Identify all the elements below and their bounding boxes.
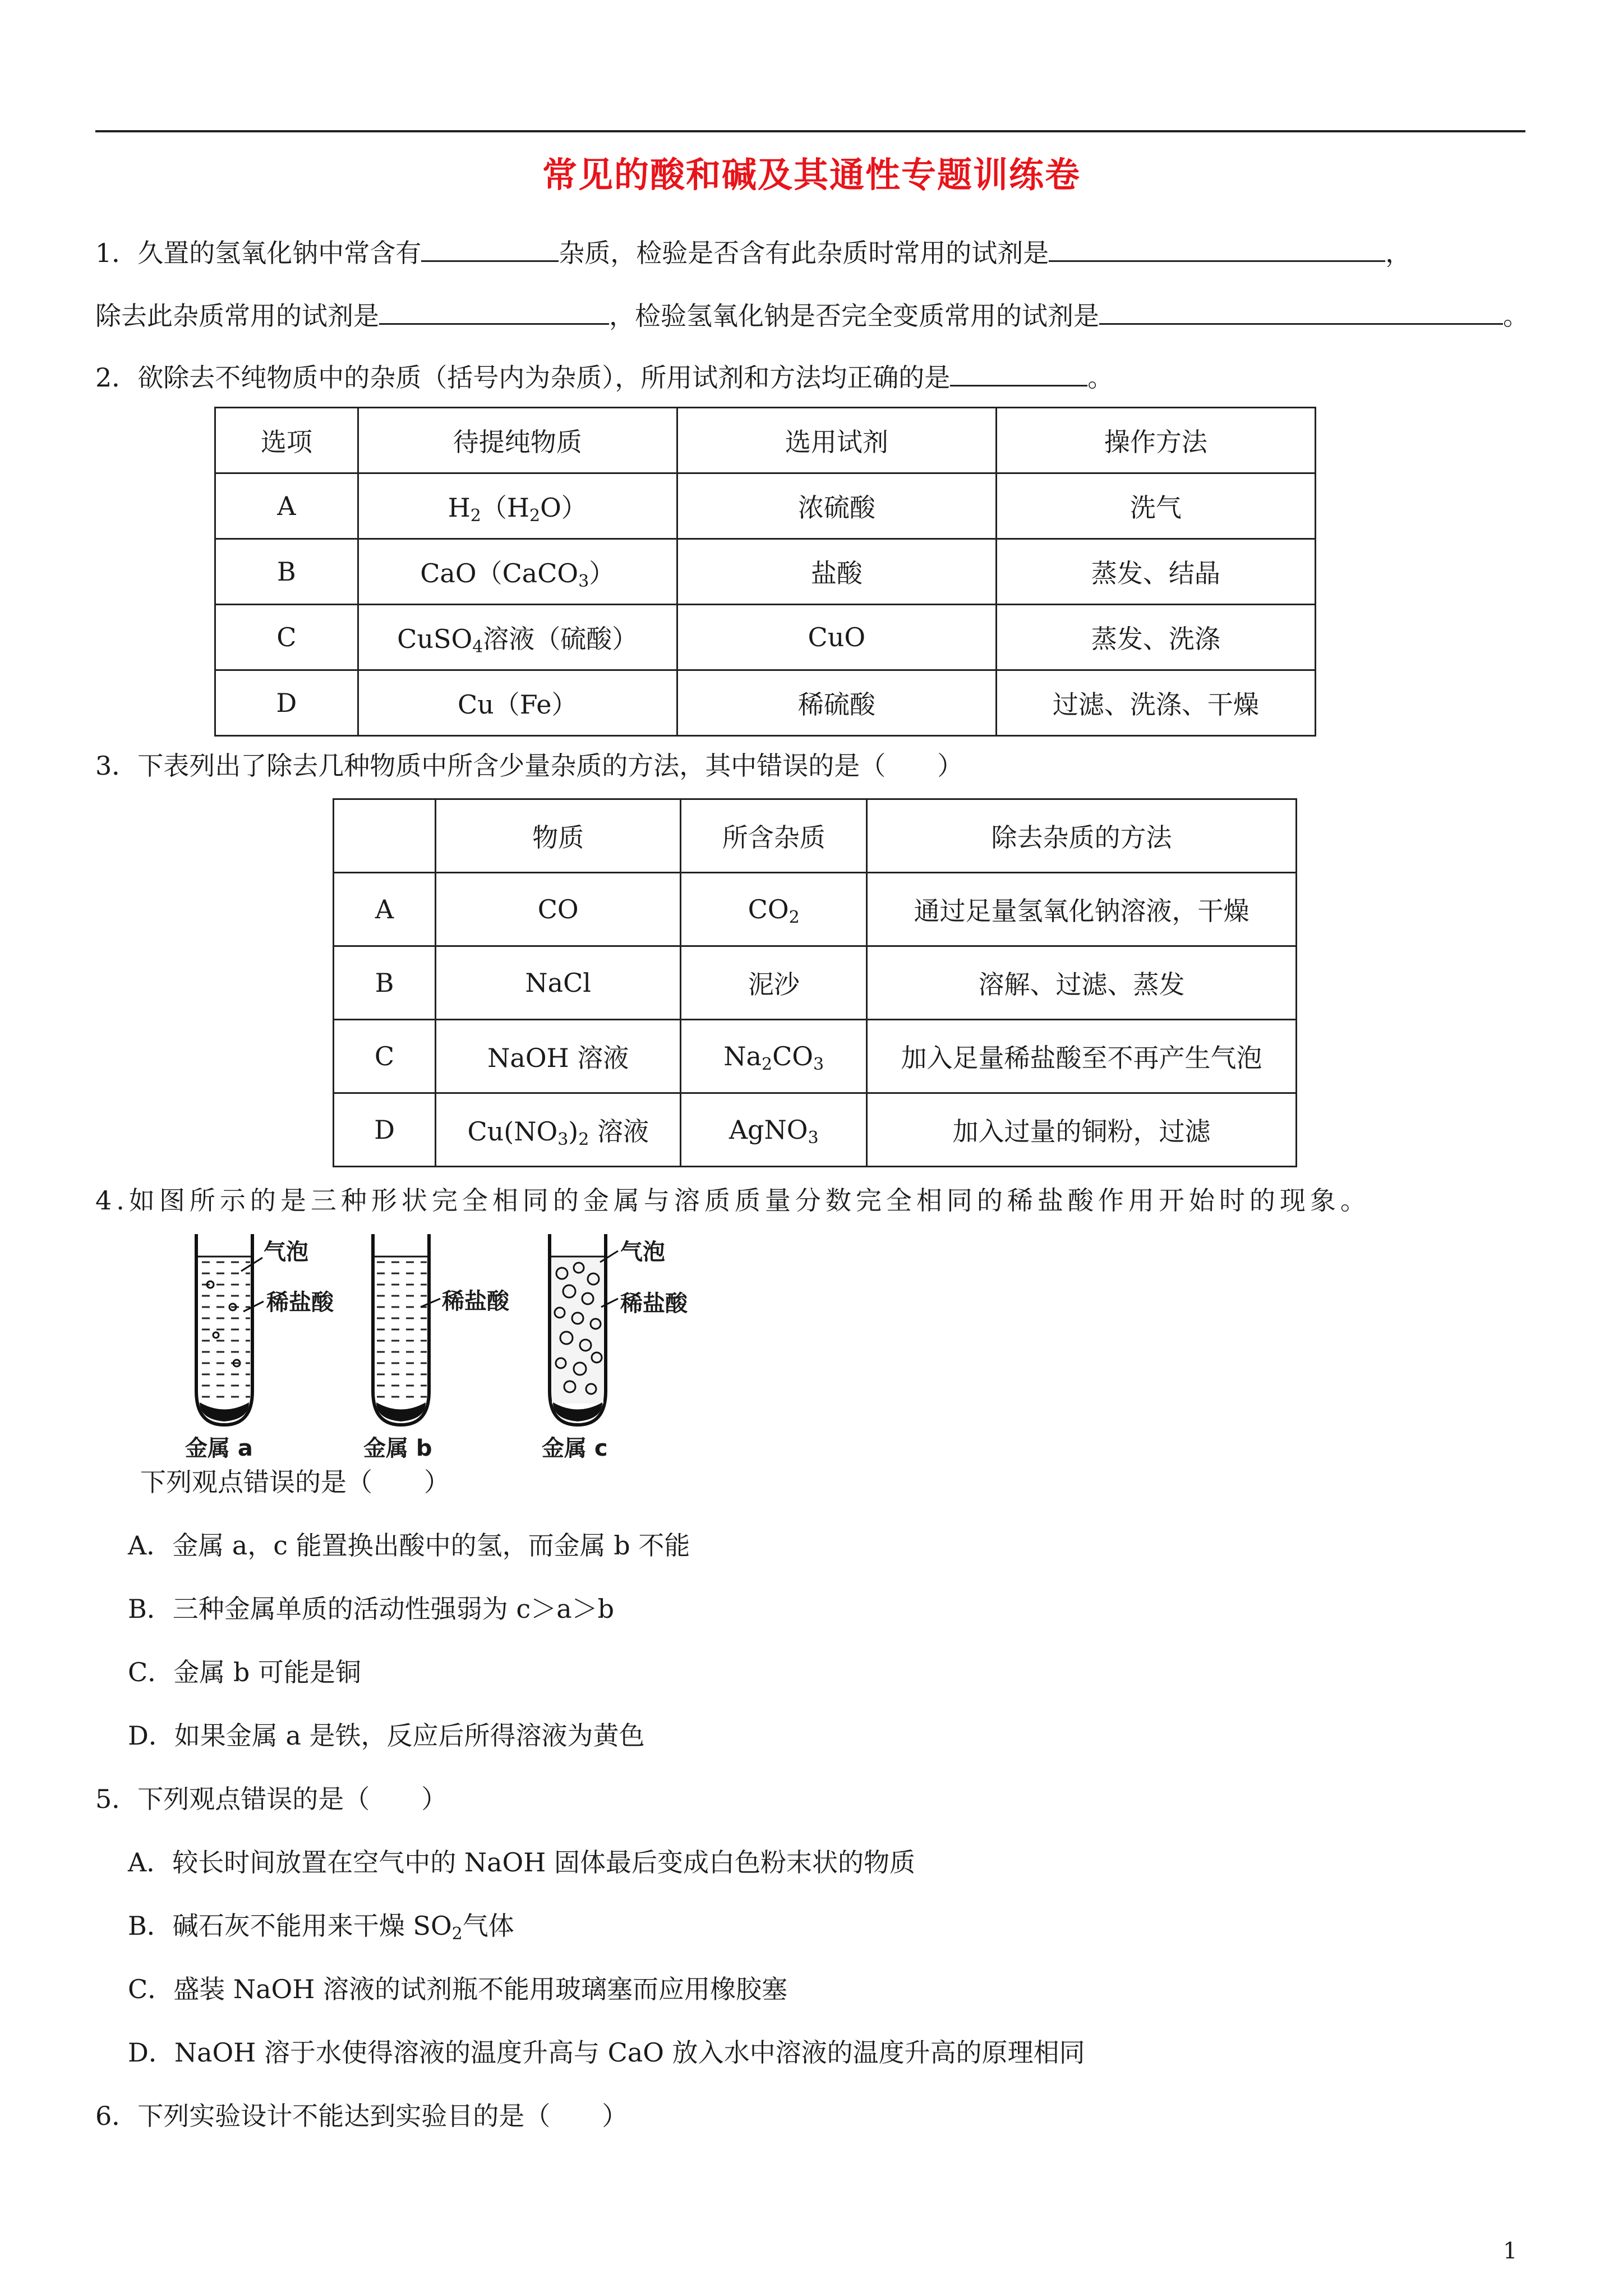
question-4-option-d[interactable]: D．如果金属 a 是铁，反应后所得溶液为黄色 — [128, 1720, 645, 1751]
question-6-stem: 6．下列实验设计不能达到实验目的是（ ） — [95, 2101, 628, 2131]
q2-header-method: 操作方法 — [996, 408, 1315, 473]
q1-blank-removal-reagent[interactable] — [379, 297, 609, 325]
table-row — [334, 1020, 1297, 1093]
table-row — [215, 539, 1316, 605]
q2-text-b: 。 — [1087, 362, 1114, 393]
table-row — [215, 670, 1316, 736]
table-header-row — [334, 799, 1297, 873]
table-cell: 稀硫酸 — [677, 670, 996, 736]
figure-label-acid-c: 稀盐酸 — [620, 1291, 688, 1317]
table-cell: CO — [436, 873, 681, 946]
table-header-row — [215, 408, 1316, 473]
table-cell: C — [215, 605, 358, 670]
question-1-line-2 — [95, 297, 1529, 333]
q2-text-a: 2．欲除去不纯物质中的杂质（括号内为杂质），所用试剂和方法均正确的是 — [95, 362, 951, 393]
test-tube-a — [196, 1234, 264, 1425]
q2-header-substance: 待提纯物质 — [358, 408, 677, 473]
figure-label-metal-c: 金属 c — [542, 1435, 608, 1461]
q3-header-method: 除去杂质的方法 — [866, 799, 1296, 873]
q1-text-d: 除去此杂质常用的试剂是 — [95, 301, 379, 331]
question-1-line-1 — [95, 234, 1411, 270]
q3-table — [333, 798, 1297, 1167]
table-row — [334, 946, 1297, 1020]
table-cell: 加入足量稀盐酸至不再产生气泡 — [866, 1020, 1296, 1093]
q1-blank-impurity[interactable] — [421, 234, 559, 262]
q1-text-f: 。 — [1503, 301, 1529, 331]
table-cell: $Cu(NO_3)_2$ 溶液 — [436, 1093, 681, 1167]
q1-text-c: ， — [1385, 238, 1412, 268]
table-cell: C — [334, 1020, 436, 1093]
table-cell: AgNO$_3$ — [681, 1093, 867, 1167]
table-cell: 过滤、洗涤、干燥 — [996, 670, 1315, 736]
question-5-stem: 5．下列观点错误的是（ ） — [95, 1784, 448, 1814]
figure-label-bubble-a: 气泡 — [264, 1239, 308, 1265]
figure-label-bubble-c: 气泡 — [620, 1239, 665, 1265]
table-cell: 加入过量的铜粉，过滤 — [866, 1093, 1296, 1167]
figure-label-metal-a: 金属 a — [185, 1435, 253, 1461]
table-cell: $Na_2CO_3$ — [681, 1020, 867, 1093]
table-cell: B — [334, 946, 436, 1020]
question-5-option-a[interactable]: A．较长时间放置在空气中的 NaOH 固体最后变成白色粉末状的物质 — [128, 1847, 915, 1878]
table-cell: $H_2(H_2O)$ — [358, 473, 677, 539]
table-cell: $CO_2$ — [681, 873, 867, 946]
q2-header-option: 选项 — [215, 408, 358, 473]
figure-label-metal-b: 金属 b — [363, 1435, 432, 1461]
table-cell: 泥沙 — [681, 946, 867, 1020]
header-rule — [95, 130, 1525, 132]
table-cell: 溶解、过滤、蒸发 — [866, 946, 1296, 1020]
table-cell: 通过足量氢氧化钠溶液，干燥 — [866, 873, 1296, 946]
q3-header-substance: 物质 — [436, 799, 681, 873]
page-title: 常见的酸和碱及其通性专题训练卷 — [542, 154, 1081, 195]
table-cell: 蒸发、结晶 — [996, 539, 1315, 605]
test-tube-c — [550, 1234, 618, 1425]
q1-blank-test-reagent[interactable] — [1049, 234, 1385, 262]
q2-header-reagent: 选用试剂 — [677, 408, 996, 473]
figure-label-acid-a: 稀盐酸 — [266, 1290, 334, 1315]
table-cell: 洗气 — [996, 473, 1315, 539]
table-cell: B — [215, 539, 358, 605]
q1-text-a: 1．久置的氢氧化钠中常含有 — [95, 238, 422, 268]
test-tube-b — [373, 1234, 440, 1425]
table-cell: A — [334, 873, 436, 946]
question-5-option-b[interactable]: B．碱石灰不能用来干燥 $SO_2$气体 — [128, 1911, 514, 1944]
table-row — [215, 473, 1316, 539]
question-4-option-c[interactable]: C．金属 b 可能是铜 — [128, 1657, 361, 1687]
question-4-option-b[interactable]: B．三种金属单质的活动性强弱为 c＞a＞b — [128, 1594, 615, 1624]
table-cell: 蒸发、洗涤 — [996, 605, 1315, 670]
table-cell: CaO（CaCO$_3$） — [358, 539, 677, 605]
table-cell: Cu（Fe） — [358, 670, 677, 736]
table-cell: NaOH 溶液 — [436, 1020, 681, 1093]
table-cell: D — [334, 1093, 436, 1167]
table-row — [334, 1093, 1297, 1167]
question-4-stem: 4.如图所示的是三种形状完全相同的金属与溶质质量分数完全相同的稀盐酸作用开始时的现象。 — [95, 1185, 1371, 1216]
q1-blank-full-test-reagent[interactable] — [1099, 297, 1503, 325]
table-cell: 盐酸 — [677, 539, 996, 605]
q1-text-b: 杂质，检验是否含有此杂质时常用的试剂是 — [559, 238, 1049, 268]
question-5-option-c[interactable]: C．盛装 NaOH 溶液的试剂瓶不能用玻璃塞而应用橡胶塞 — [128, 1974, 787, 2004]
table-cell: D — [215, 670, 358, 736]
question-4-option-a[interactable]: A．金属 a，c 能置换出酸中的氢，而金属 b 不能 — [128, 1530, 690, 1561]
table-cell: CuSO$_4$溶液（硫酸） — [358, 605, 677, 670]
q3-header-blank — [334, 799, 436, 873]
question-5-option-d[interactable]: D．NaOH 溶于水使得溶液的温度升高与 CaO 放入水中溶液的温度升高的原理相同 — [128, 2037, 1085, 2068]
figure-label-acid-b: 稀盐酸 — [442, 1289, 509, 1314]
table-row — [215, 605, 1316, 670]
question-3-stem: 3．下表列出了除去几种物质中所含少量杂质的方法，其中错误的是（ ） — [95, 751, 963, 781]
table-cell: NaCl — [436, 946, 681, 1020]
table-row — [334, 873, 1297, 946]
q2-blank-answer[interactable] — [950, 359, 1087, 386]
table-cell: A — [215, 473, 358, 539]
q2-table — [214, 407, 1316, 737]
question-4-sub-stem: 下列观点错误的是（ ） — [140, 1467, 450, 1497]
q1-text-e: ，检验氢氧化钠是否完全变质常用的试剂是 — [609, 301, 1099, 331]
q3-header-impurity: 所含杂质 — [681, 799, 867, 873]
table-cell: 浓硫酸 — [677, 473, 996, 539]
table-cell: CuO — [677, 605, 996, 670]
test-tube-figure — [185, 1223, 723, 1461]
question-2-stem — [95, 359, 1113, 394]
page-number: 1 — [1503, 2238, 1518, 2264]
